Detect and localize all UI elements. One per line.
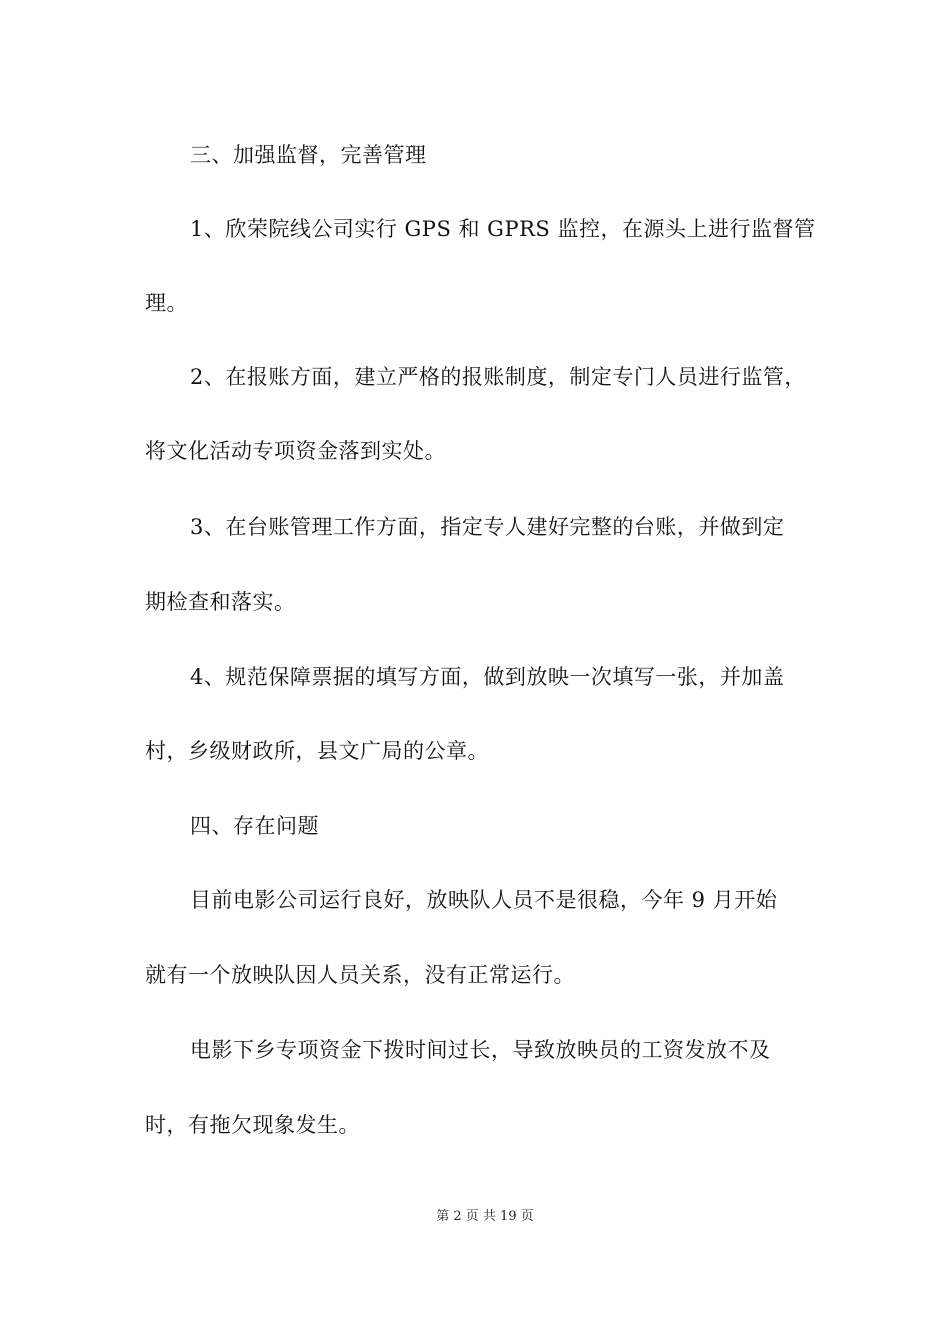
page-number-footer: 第 2 页 共 19 页 (436, 1209, 534, 1224)
paragraph-line: 2、在报账方面，建立严格的报账制度，制定专门人员进行监管， (190, 365, 806, 389)
paragraph-line: 理。 (145, 291, 188, 315)
paragraph-line: 时，有拖欠现象发生。 (145, 1113, 360, 1137)
paragraph-line: 就有一个放映队因人员关系，没有正常运行。 (145, 963, 575, 987)
paragraph-line: 3、在台账管理工作方面，指定专人建好完整的台账，并做到定 (190, 515, 785, 539)
paragraph-line: 期检查和落实。 (145, 590, 296, 614)
paragraph-line: 电影下乡专项资金下拨时间过长，导致放映员的工资发放不及 (190, 1038, 771, 1062)
section-heading-3: 三、加强监督，完善管理 (190, 143, 427, 167)
paragraph-line: 村，乡级财政所，县文广局的公章。 (145, 739, 489, 763)
paragraph-line: 1、欣荣院线公司实行 GPS 和 GPRS 监控，在源头上进行监督管 (190, 217, 816, 241)
paragraph-line: 将文化活动专项资金落到实处。 (145, 439, 446, 463)
paragraph-line: 目前电影公司运行良好，放映队人员不是很稳，今年 9 月开始 (190, 888, 778, 912)
paragraph-line: 4、规范保障票据的填写方面，做到放映一次填写一张，并加盖 (190, 665, 785, 689)
section-heading-4: 四、存在问题 (190, 814, 319, 838)
